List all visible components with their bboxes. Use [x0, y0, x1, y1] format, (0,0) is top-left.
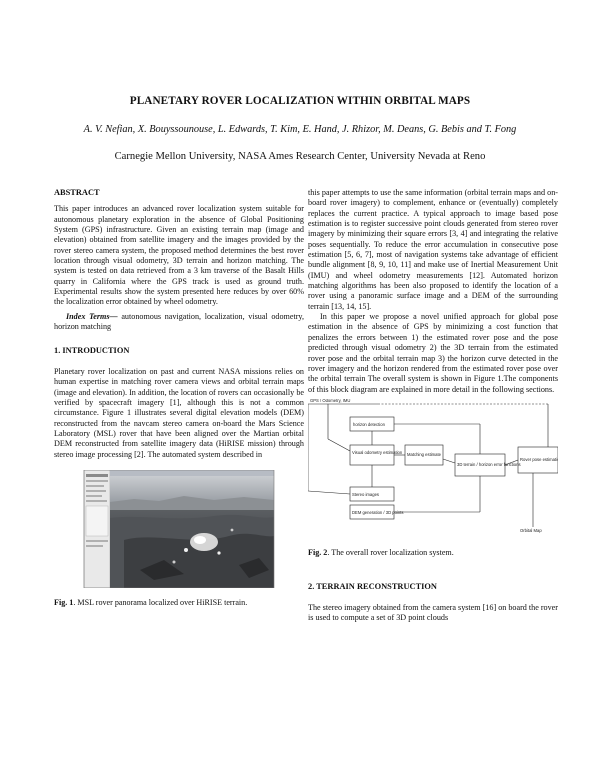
abstract-heading: ABSTRACT	[54, 188, 100, 197]
abstract-text: This paper introduces an advanced rover localization system suitable for autonomous planetary exploration in the absence of Global Positioning System (GPS) infrastructure. Given an existing terrain map (image and elevation) obtained from satellite imagery and the images provided by the rover stereo camera system, the proposed method determines the best rover location through visual odometry, 3D terrain and horizon matching. The system is tested on data retrieved from a 3 km traverse of the Basalt Hills quarry in California where the GPS track is used as ground truth. Experimental results show the system presented here reduces by over 60% the localization error obtained by wheel odometry.	[54, 204, 304, 307]
index-terms-label: Index Terms—	[66, 311, 118, 321]
orbital-map-label: Orbital Map	[520, 527, 542, 533]
figure-2-label: Fig. 2	[308, 547, 328, 557]
intro-heading: 1. INTRODUCTION	[54, 346, 130, 356]
rover-panorama-image	[54, 470, 304, 588]
visual-odometry-label: Visual odometry estimation	[352, 449, 403, 455]
intro-paragraph-3: In this paper we propose a novel unified approach for global pose estimation in the absence of GPS by minimizing a cost function that penalizes the errors between 1) the estimated rover pose and the pose predicted through visual odometry 2) the 3D terrain from the estimated rover pose and the orbital terrain map 3) the horizon curve detected in the rover imagery and the horizon rendered from the estimated rover pose over the orbital terrain The overall system is shown in Figure 1.The components of this block diagram are explained in more detail in the following sections.	[308, 312, 558, 394]
cost-function-label: 3D terrain / horizon error functions	[457, 461, 521, 467]
author-list: A. V. Nefian, X. Bouyssounouse, L. Edwards, T. Kim, E. Hand, J. Rhizor, M. Deans, G. Bebis and T. Fong	[83, 124, 517, 135]
index-terms-text: autonomous navigation, localization, visual odometry, horizon matching	[54, 311, 304, 332]
right-column	[308, 188, 558, 623]
index-terms	[54, 312, 304, 333]
stereo-images-label: Stereo images	[352, 491, 379, 497]
terrain-heading: 2. TERRAIN RECONSTRUCTION	[308, 582, 437, 592]
figure-1-label: Fig. 1	[54, 597, 74, 607]
figure-1-caption	[54, 598, 304, 608]
figure-2-diagram	[308, 399, 558, 534]
horizon-detection-label: horizon detection	[353, 421, 385, 427]
paper-title: PLANETARY ROVER LOCALIZATION WITHIN ORBITAL MAPS	[129, 95, 471, 107]
intro-paragraph-1: Planetary rover localization on past and current NASA missions relies on human expertise in matching rover camera views and orbital terrain maps (image and elevation). In addition, the location of rovers can occasionally be verified by spacecraft imagery [1], although this is not a common circumstance. Figure 1 illustrates several digital elevation models (DEM) reconstructed from the navcam stereo camera on-board the Mars Science Laboratory (MSL) rover that have been aligned over the Martian orbital DEM reconstructed from satellite imagery data (HiRISE mission) through stereo image processing [2]. The automated system described in	[54, 366, 304, 459]
figure-1-caption-text: . MSL rover panorama localized over HiRISE terrain.	[73, 597, 248, 607]
intro-paragraph-2: this paper attempts to use the same information (orbital terrain maps and on-board rover imagery) to complement, enhance or (eventually) completely replaces the current practice. A typical approach to image based pose estimation is to register successive point clouds generated from stereo rover imagery by minimizing their square errors [3, 4] and integrating the relative poses sequentially. To reduce the error accumulation in consecutive pose estimation [5, 6, 7], most of navigation systems take advantage of efficient bundle alignment [8, 9, 10, 11] and make use of Inertial Measurement Unit (IMU) and wheel odometry measurements [12]. Automated horizon matching algorithms has been also proposed to identify the location of a rover using a panoramic surface image and a DEM of the surrounding terrain [13, 14, 15].	[308, 188, 558, 311]
diagram-input-label: GPS / Odometry, IMU	[310, 398, 351, 403]
pose-estimation-label: Rover pose estimation	[520, 456, 558, 462]
affiliation: Carnegie Mellon University, NASA Ames Research Center, University Nevada at Reno	[114, 151, 486, 162]
dem-generation-label: DEM generation / 3D points	[352, 509, 404, 515]
terrain-text: The stereo imagery obtained from the camera system [16] on board the rover is used to compute a set of 3D point clouds	[308, 602, 558, 622]
figure-1-image	[54, 470, 304, 588]
figure-2-caption	[308, 548, 558, 558]
block-diagram	[308, 399, 558, 534]
figure-2-caption-text: . The overall rover localization system.	[327, 547, 454, 557]
left-column	[54, 188, 304, 608]
matching-label: Matching estimate	[407, 451, 441, 457]
